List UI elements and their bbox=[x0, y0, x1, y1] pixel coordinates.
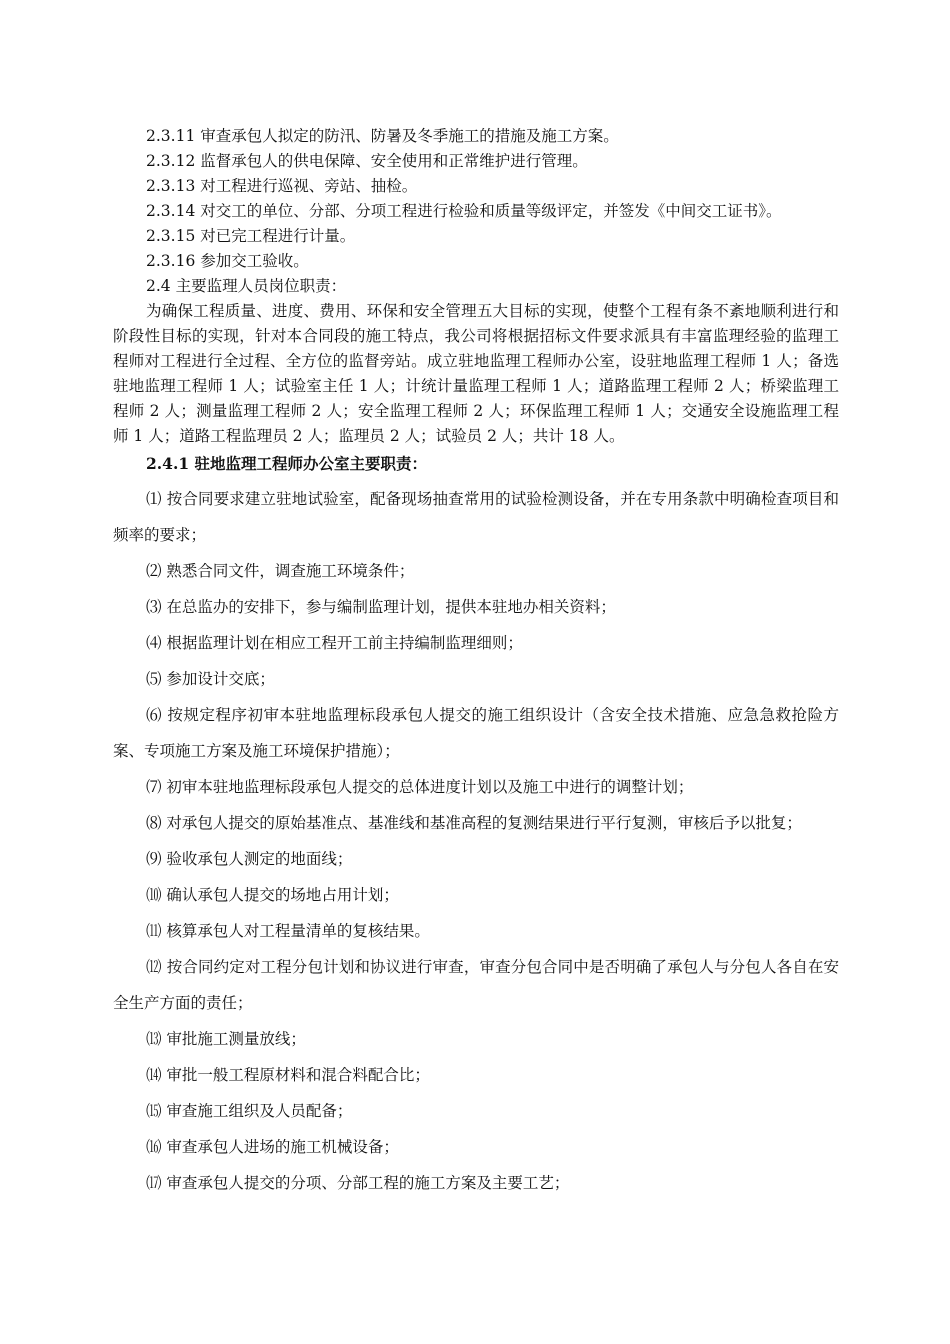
duty-item-12: ⑿ 按合同约定对工程分包计划和协议进行审查，审查分包合同中是否明确了承包人与分包人各自在安全生产方面的责任； bbox=[113, 958, 839, 1012]
section-heading-2-4-1: 2.4.1 驻地监理工程师办公室主要职责： bbox=[146, 454, 428, 473]
duty-item-17: ⒄ 审查承包人提交的分项、分部工程的施工方案及主要工艺； bbox=[146, 1174, 570, 1192]
duty-item-16: ⒃ 审查承包人进场的施工机械设备； bbox=[146, 1138, 399, 1156]
clause-2-3-16: 2.3.16 参加交工验收。 bbox=[146, 252, 309, 270]
duty-item-2: ⑵ 熟悉合同文件，调查施工环境条件； bbox=[146, 562, 415, 580]
duty-item-3: ⑶ 在总监办的安排下，参与编制监理计划，提供本驻地办相关资料； bbox=[146, 598, 616, 616]
section-2-4-paragraph: 为确保工程质量、进度、费用、环保和安全管理五大目标的实现，使整个工程有条不紊地顺利进行和阶段性目标的实现，针对本合同段的施工特点，我公司将根据招标文件要求派具有丰富监理经验的监理工程师对工程进行全过程、全方位的监督旁站。成立驻地监理工程师办公室，设驻地监理工程师 1 人；备选驻地监理工程师 1 人；试验室主任 1 人；计统计量监理工程师 1 人；道路监理工程师 2 人；桥梁监理工程师 2 人；测量监理工程师 2 人；安全监理工程师 2 人；环保监理工程师 1 人；交通安全设施监理工程师 1 人；道路工程监理员 2 人；监理员 2 人；试验员 2 人；共计 18 人。 bbox=[113, 302, 839, 445]
duty-item-6: ⑹ 按规定程序初审本驻地监理标段承包人提交的施工组织设计（含安全技术措施、应急急救抢险方案、专项施工方案及施工环境保护措施）； bbox=[113, 706, 839, 760]
document-body bbox=[113, 124, 839, 1201]
duty-item-9: ⑼ 验收承包人测定的地面线； bbox=[146, 850, 353, 868]
duty-item-7: ⑺ 初审本驻地监理标段承包人提交的总体进度计划以及施工中进行的调整计划； bbox=[146, 778, 694, 796]
duty-item-14: ⒁ 审批一般工程原材料和混合料配合比； bbox=[146, 1066, 430, 1084]
duty-item-8: ⑻ 对承包人提交的原始基准点、基准线和基准高程的复测结果进行平行复测，审核后予以批复； bbox=[146, 814, 802, 832]
duty-item-5: ⑸ 参加设计交底； bbox=[146, 670, 275, 688]
clause-2-3-11: 2.3.11 审查承包人拟定的防汛、防暑及冬季施工的措施及施工方案。 bbox=[146, 127, 619, 145]
clause-2-3-15: 2.3.15 对已完工程进行计量。 bbox=[146, 227, 356, 245]
duty-item-10: ⑽ 确认承包人提交的场地占用计划； bbox=[146, 886, 399, 904]
duty-item-4: ⑷ 根据监理计划在相应工程开工前主持编制监理细则； bbox=[146, 634, 523, 652]
clause-2-3-13: 2.3.13 对工程进行巡视、旁站、抽检。 bbox=[146, 177, 418, 195]
section-heading-2-4: 2.4 主要监理人员岗位职责： bbox=[146, 277, 347, 295]
clause-2-3-14: 2.3.14 对交工的单位、分部、分项工程进行检验和质量等级评定，并签发《中间交工证书》。 bbox=[146, 202, 782, 220]
duty-item-13: ⒀ 审批施工测量放线； bbox=[146, 1030, 306, 1048]
duty-item-15: ⒂ 审查施工组织及人员配备； bbox=[146, 1102, 353, 1120]
duty-item-1: ⑴ 按合同要求建立驻地试验室，配备现场抽查常用的试验检测设备，并在专用条款中明确检查项目和频率的要求； bbox=[113, 490, 839, 544]
duty-item-11: ⑾ 核算承包人对工程量清单的复核结果。 bbox=[146, 922, 430, 940]
clause-2-3-12: 2.3.12 监督承包人的供电保障、安全使用和正常维护进行管理。 bbox=[146, 152, 588, 170]
